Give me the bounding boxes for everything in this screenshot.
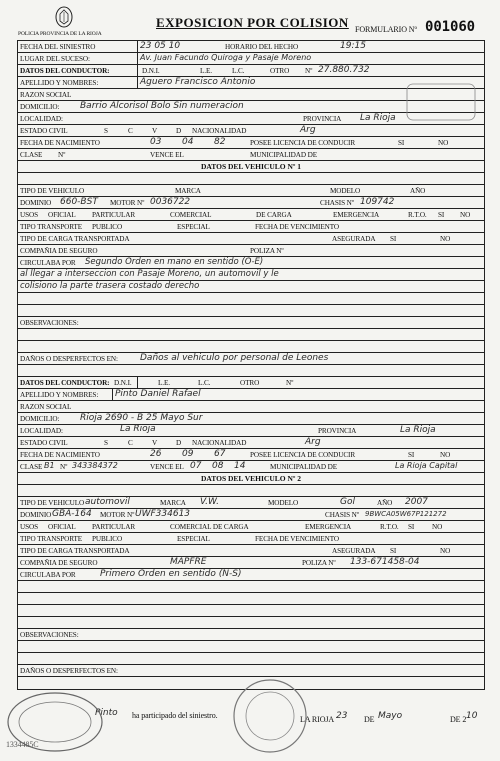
clase-label: CLASE [20,151,43,159]
chasis-label: CHASIS Nº [320,199,354,207]
comercial-carga-label: COMERCIAL DE CARGA [170,523,249,531]
chasis-label-2: CHASIS Nº [325,511,359,519]
fecha-nac-label-2: FECHA DE NACIMIENTO [20,451,100,459]
tipo-carga-label-2: TIPO DE CARGA TRANSPORTADA [20,547,130,555]
clase-num-label: Nº [58,151,66,159]
v2-poliza: 133-671458-04 [350,557,420,567]
tipo-carga-label: TIPO DE CARGA TRANSPORTADA [20,235,130,243]
c1-nac-mes: 04 [182,137,194,147]
apellido-label: APELLIDO Y NOMBRES: [20,79,99,87]
v2-motor: UWF334613 [135,509,191,519]
nacionalidad-label: NACIONALIDAD [192,127,247,135]
particular-label: PARTICULAR [92,211,136,219]
otro-label: OTRO [270,67,290,75]
v1-circulaba-1: Segundo Orden en mano en sentido (O-E) [85,257,264,267]
publico-label: PUBLICO [92,223,123,231]
c2-vence-anio: 14 [234,461,246,471]
emergencia-label: EMERGENCIA [333,211,380,219]
danos-label: DAÑOS O DESPERFECTOS EN: [20,355,118,363]
c2-nac-dia: 26 [150,449,162,459]
v1-dominio: 660-BST [60,197,98,207]
observaciones-label-2: OBSERVACIONES: [20,631,79,639]
v2-compania: MAPFRE [170,557,207,567]
lugar-value: Av. Juan Facundo Quiroga y Pasaje Moreno [140,53,312,62]
usos-label-2: USOS [20,523,38,531]
c2-clase: B1 [44,461,55,470]
domicilio-label-2: DOMICILIO: [20,415,60,423]
vence-label-2: VENCE EL [150,463,184,471]
horario-label: HORARIO DEL HECHO [225,43,299,51]
tipo-transporte-label: TIPO TRANSPORTE [20,223,83,231]
doc-number-label-2: Nº [286,379,294,387]
vehiculo-2-heading: DATOS DEL VEHICULO Nº 2 [200,474,301,483]
rto-no: NO [460,211,471,219]
asegurada-label-2: ASEGURADA [332,547,376,555]
rto-si-2: SI [408,523,415,531]
signature-stamp-icon [230,676,310,756]
c2-nacionalidad: Arg [305,437,321,447]
de-label: DE [364,715,375,724]
oficial-label: OFICIAL [48,211,76,219]
v2-dominio: GBA-164 [52,509,92,519]
vence-label: VENCE EL [150,151,184,159]
firma-nombre: Pinto [95,708,118,718]
danos-label-2: DAÑOS O DESPERFECTOS EN: [20,667,118,675]
fecha-siniestro-value: 23 05 10 [140,41,181,51]
licencia-label-2: POSEE LICENCIA DE CONDUCIR [250,451,356,459]
datos-conductor-1-label: DATOS DEL CONDUCTOR: [20,67,110,75]
lugar-label: LUGAR DEL SUCESO: [20,55,90,63]
particular-label-2: PARTICULAR [92,523,136,531]
licencia-no: NO [438,139,449,147]
observaciones-label: OBSERVACIONES: [20,319,79,327]
top-right-stamp-icon [405,82,477,122]
fecha-siniestro-label: FECHA DEL SINIESTRO [20,43,96,51]
licencia-si-2: SI [408,451,415,459]
asegurada-no: NO [440,235,451,243]
c2-provincia: La Rioja [400,425,436,435]
v1-danos: Daños al vehiculo por personal de Leones [140,353,329,363]
v2-tipo: automovil [85,497,130,507]
clase-num-label-2: Nº [60,463,68,471]
v2-circulaba: Primero Orden en sentido (N-S) [100,569,242,579]
fecha-venc-label-2: FECHA DE VENCIMIENTO [255,535,339,543]
marca-label: MARCA [175,187,201,195]
v1-motor: 0036722 [150,197,191,207]
estado-v: V [152,127,158,135]
stamp-number: 1334485C [6,740,39,749]
publico-label-2: PUBLICO [92,535,123,543]
doc-number-label: Nº [305,67,313,75]
v2-chasis: 9BWCA05W67P121272 [365,510,447,518]
circulaba-label: CIRCULABA POR [20,259,76,267]
especial-label-2: ESPECIAL [177,535,210,543]
fecha-mes: Mayo [378,711,403,721]
localidad-label: LOCALIDAD: [20,115,63,123]
poliza-label-2: POLIZA Nº [302,559,336,567]
licencia-si: SI [398,139,405,147]
municipalidad-label-2: MUNICIPALIDAD DE [270,463,338,471]
comercial-label: COMERCIAL [170,211,212,219]
c1-nac-anio: 82 [214,137,226,147]
police-seal-icon [55,6,73,28]
motor-label: MOTOR Nº [110,199,145,207]
v2-modelo: Gol [340,497,355,507]
estado-d: D [176,127,182,135]
c1-doc-number: 27.880.732 [318,65,370,75]
rto-si: SI [438,211,445,219]
c2-apellido: Pinto Daniel Rafael [115,389,201,399]
tipo-vehiculo-label: TIPO DE VEHICULO [20,187,85,195]
de-carga-label: DE CARGA [256,211,292,219]
anio-label: AÑO [410,187,426,195]
c2-nac-mes: 09 [182,449,194,459]
horario-value: 19:15 [340,41,366,51]
c1-nac-dia: 03 [150,137,162,147]
estado-s: S [104,127,108,135]
anio-label-2: AÑO [377,499,393,507]
le-label: L.E. [200,67,212,75]
lc-label: L.C. [232,67,245,75]
emergencia-label-2: EMERGENCIA [305,523,352,531]
dni-label-2: D.N.I. [114,379,132,387]
poliza-label: POLIZA Nº [250,247,284,255]
dni-label: D.N.I. [142,67,160,75]
razon-label-2: RAZON SOCIAL [20,403,72,411]
lc-label-2: L.C. [198,379,211,387]
especial-label: ESPECIAL [177,223,210,231]
clase-label-2: CLASE [20,463,43,471]
licencia-label: POSEE LICENCIA DE CONDUCIR [250,139,356,147]
estado-c-2: C [128,439,133,447]
provincia-label: PROVINCIA [303,115,342,123]
oficial-label-2: OFICIAL [48,523,76,531]
asegurada-si: SI [390,235,397,243]
le-label-2: L.E. [158,379,170,387]
page-title: EXPOSICION POR COLISION [156,15,349,30]
marca-label-2: MARCA [160,499,186,507]
c1-domicilio: Barrio Alcorisol Bolo Sin numeracion [80,101,244,111]
c2-localidad: La Rioja [120,424,156,434]
estado-v-2: V [152,439,158,447]
localidad-label-2: LOCALIDAD: [20,427,63,435]
fecha-dia: 23 [336,711,348,721]
estado-civil-label-2: ESTADO CIVIL [20,439,68,447]
estado-civil-label: ESTADO CIVIL [20,127,68,135]
c2-nac-anio: 67 [214,449,226,459]
provincia-label-2: PROVINCIA [318,427,357,435]
asegurada-label: ASEGURADA [332,235,376,243]
dominio-label: DOMINIO [20,199,52,207]
asegurada-no-2: NO [440,547,451,555]
tipo-vehiculo-label-2: TIPO DE VEHICULO [20,499,85,507]
estado-c: C [128,127,133,135]
form-number-label: FORMULARIO Nº [355,25,417,34]
fecha-venc-label: FECHA DE VENCIMIENTO [255,223,339,231]
municipalidad-label: MUNICIPALIDAD DE [250,151,318,159]
modelo-label: MODELO [330,187,361,195]
rto-label: R.T.O. [408,211,427,219]
form-number: 001060 [425,19,475,35]
motor-label-2: MOTOR Nº [100,511,135,519]
v2-marca: V.W. [200,497,220,507]
estado-d-2: D [176,439,182,447]
tipo-transporte-label-2: TIPO TRANSPORTE [20,535,83,543]
rto-no-2: NO [432,523,443,531]
fecha-nac-label: FECHA DE NACIMIENTO [20,139,100,147]
datos-conductor-2-label: DATOS DEL CONDUCTOR: [20,379,110,387]
modelo-label-2: MODELO [268,499,299,507]
participado-text: ha participado del siniestro. [132,711,218,720]
c2-vence-mes: 08 [212,461,224,471]
estado-s-2: S [104,439,108,447]
otro-label-2: OTRO [240,379,260,387]
compania-label-2: COMPAÑIA DE SEGURO [20,559,98,567]
asegurada-si-2: SI [390,547,397,555]
c2-domicilio: Rioja 2690 - B 25 Mayo Sur [80,413,203,423]
c2-clase-num: 343384372 [72,461,118,470]
v1-circulaba-3: colisiono la parte trasera costado derecho [20,281,200,291]
rto-label-2: R.T.O. [380,523,399,531]
vehiculo-1-heading: DATOS DEL VEHICULO Nº 1 [200,162,301,171]
dominio-label-2: DOMINIO [20,511,52,519]
v2-anio: 2007 [405,497,428,507]
razon-label: RAZON SOCIAL [20,91,72,99]
circulaba-label-2: CIRCULABA POR [20,571,76,579]
agency-name: POLICIA PROVINCIA DE LA RIOJA [18,31,102,37]
fecha-anio: 10 [466,711,478,721]
c2-vence-dia: 07 [190,461,202,471]
licencia-no-2: NO [440,451,451,459]
c1-apellido: Aguero Francisco Antonio [140,77,256,87]
v1-chasis: 109742 [360,197,395,207]
c2-municipalidad: La Rioja Capital [395,461,458,470]
compania-label: COMPAÑIA DE SEGURO [20,247,98,255]
usos-label: USOS [20,211,38,219]
c1-nacionalidad: Arg [300,125,316,135]
c1-provincia: La Rioja [360,113,396,123]
de-2-label: DE 2 [450,715,467,724]
v1-circulaba-2: al llegar a interseccion con Pasaje Moreno, un automovil y le [20,269,279,279]
nacionalidad-label-2: NACIONALIDAD [192,439,247,447]
apellido-label-2: APELLIDO Y NOMBRES: [20,391,99,399]
domicilio-label: DOMICILIO: [20,103,60,111]
la-rioja-label: LA RIOJA [300,715,335,724]
